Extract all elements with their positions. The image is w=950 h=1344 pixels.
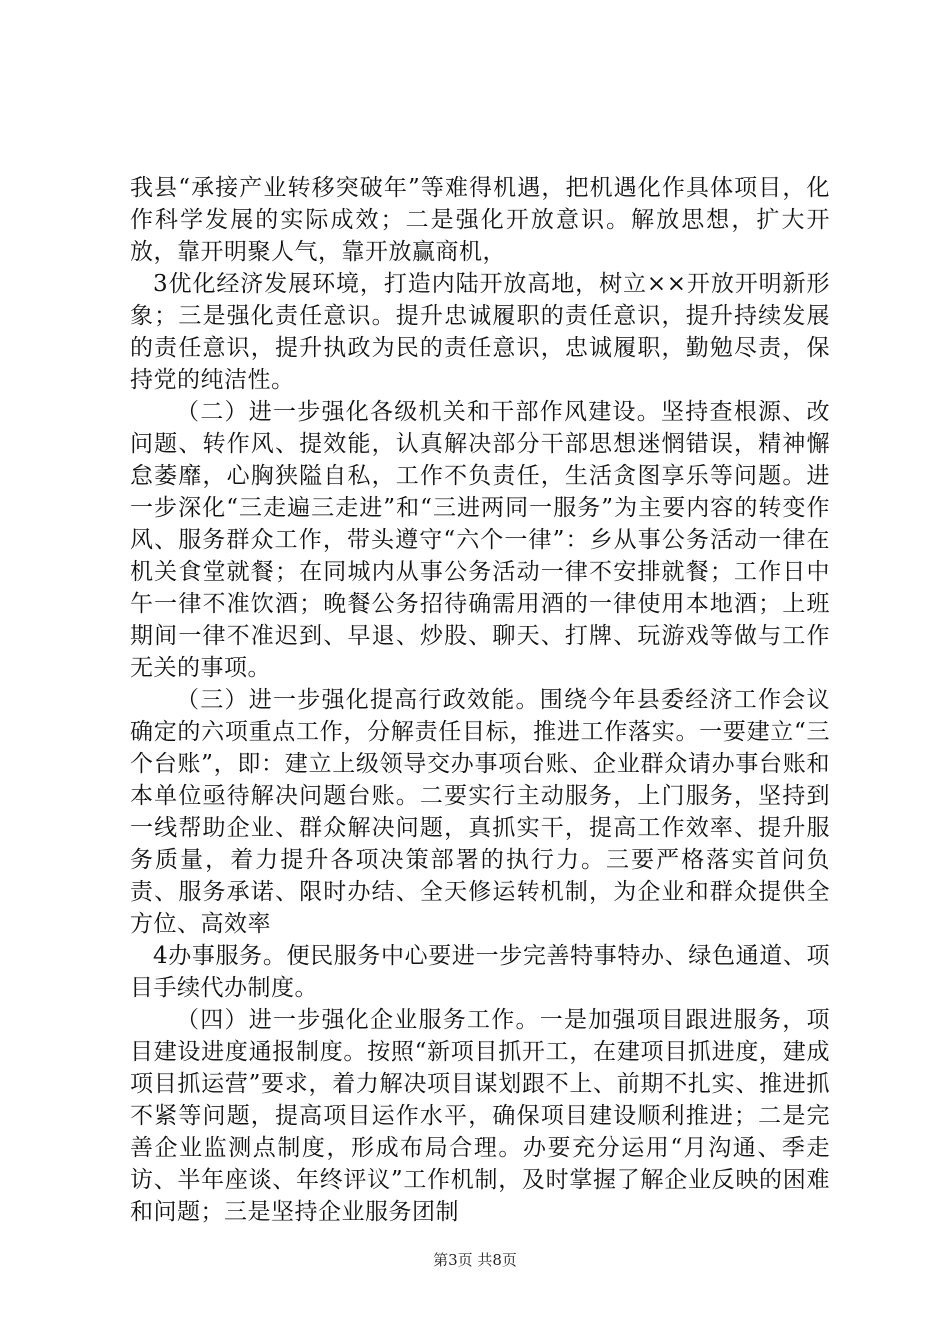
paragraph-section-3: （三）进一步强化提高行政效能。围绕今年县委经济工作会议确定的六项重点工作，分解责任目标，推进工作落实。一要建立“三个台账”，即：建立上级领导交办事项台账、企业群众请办事台账和本单位亟待解决问题台账。二要实行主动服务，上门服务，坚持到一线帮助企业、群众解决问题，真抓实干，提高工作效率、提升服务质量，着力提升各项决策部署的执行力。三要严格落实首问负责、服务承诺、限时办结、全天修运转机制，为企业和群众提供全方位、高效率 — [130, 687, 830, 937]
paragraph-opportunity: 我县“承接产业转移突破年”等难得机遇，把机遇化作具体项目，化作科学发展的实际成效；二是强化开放意识。解放思想，扩大开放，靠开明聚人气，靠开放赢商机， — [130, 175, 830, 265]
paragraph-service: 4办事服务。便民服务中心要进一步完善特事特办、绿色通道、项目手续代办制度。 — [130, 943, 830, 1001]
paragraph-environment: 3优化经济发展环境，打造内陆开放高地，树立××开放开明新形象；三是强化责任意识。提升忠诚履职的责任意识，提升持续发展的责任意识，提升执政为民的责任意识，忠诚履职，勤勉尽责，保持党的纯洁性。 — [130, 271, 830, 393]
paragraph-section-4: （四）进一步强化企业服务工作。一是加强项目跟进服务，项目建设进度通报制度。按照“新项目抓开工，在建项目抓进度，建成项目抓运营”要求，着力解决项目谋划跟不上、前期不扎实、推进抓不紧等问题，提高项目运作水平，确保项目建设顺利推进；二是完善企业监测点制度，形成布局合理。办要充分运用“月沟通、季走访、半年座谈、年终评议”工作机制，及时掌握了解企业反映的困难和问题；三是坚持企业服务团制 — [130, 1007, 830, 1225]
page-footer — [0, 1249, 950, 1270]
paragraph-section-2: （二）进一步强化各级机关和干部作风建设。坚持查根源、改问题、转作风、提效能，认真解决部分干部思想迷惘错误，精神懈怠萎靡，心胸狭隘自私，工作不负责任，生活贪图享乐等问题。进一步深化“三走遍三走进”和“三进两同一服务”为主要内容的转变作风、服务群众工作，带头遵守“六个一律”：乡从事公务活动一律在机关食堂就餐；在同城内从事公务活动一律不安排就餐；工作日中午一律不准饮酒；晚餐公务招待确需用酒的一律使用本地酒；上班期间一律不准迟到、早退、炒股、聊天、打牌、玩游戏等做与工作无关的事项。 — [130, 399, 830, 681]
document-body — [130, 172, 830, 1228]
page-number: 第3页 共8页 — [433, 1251, 517, 1269]
